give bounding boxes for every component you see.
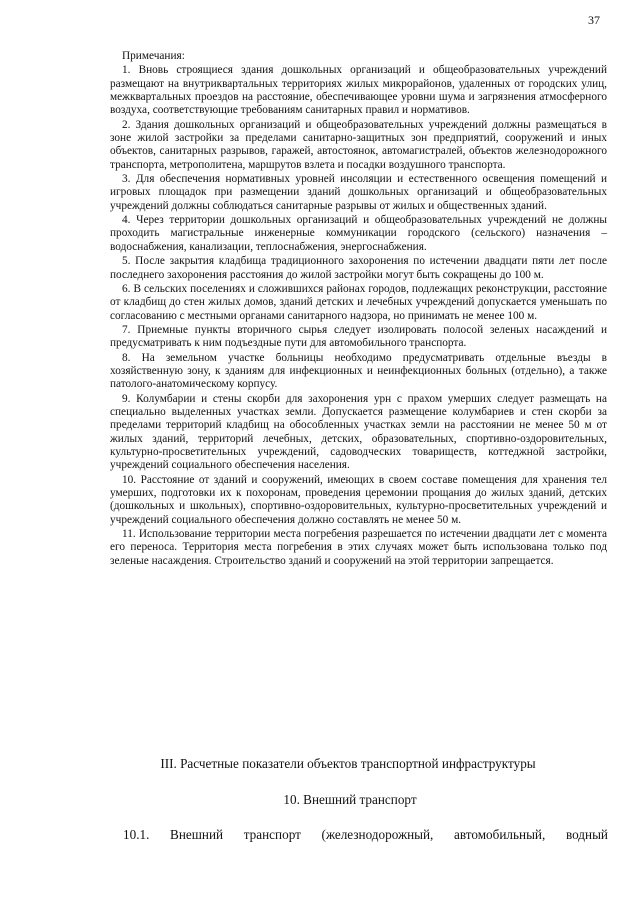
subsection-paragraph-start: 10.1. Внешний транспорт (железнодорожный, автомобильный, водный bbox=[123, 827, 608, 842]
note-paragraph: 11. Использование территории места погребения разрешается по истечении двадцати лет с момента его переноса. Территория места погребения в этих случаях может быть использована только под зеленые насаждения. Строительство зданий и сооружений на этой территории запрещается. bbox=[110, 528, 607, 567]
note-paragraph: 10. Расстояние от зданий и сооружений, имеющих в своем составе помещения для хранения тел умерших, подготовки их к похоронам, проведения церемонии прощания до жилых зданий, детских (дошкольных и школьных), спортивно-оздоровительных, культурно-просветительных учреждений и учреждений социального обеспечения должно составлять не менее 50 м. bbox=[110, 473, 607, 526]
note-paragraph: 6. В сельских поселениях и сложившихся районах городов, подлежащих реконструкции, расстояние от кладбищ до стен жилых домов, зданий детских и лечебных учреждений допускается уменьшать по согласованию с местными органами санитарного надзора, но принимать не менее 100 м. bbox=[110, 282, 607, 322]
note-paragraph: 9. Колумбарии и стены скорби для захоронения урн с прахом умерших следует размещать на специально выделенных участках земли. Допускается размещение колумбариев и стен скорби за пределами территорий кладбищ на обособленных участках земли на расстоянии не менее 50 м от жилых зданий, территорий лечебных, детских, образовательных, спортивно-оздоровительных, культурно-просветительных учреждений, садоводческих товариществ, коттеджной застройки, учреждений социального обеспечения населения. bbox=[110, 392, 607, 472]
note-paragraph: 3. Для обеспечения нормативных уровней инсоляции и естественного освещения помещений и игровых площадок при размещении зданий дошкольных организаций и общеобразовательных учреждений должны соблюдаться санитарные разрывы от жилых и общественных зданий. bbox=[110, 173, 607, 212]
note-paragraph: 1. Вновь строящиеся здания дошкольных организаций и общеобразовательных учреждений размещают на внутриквартальных территориях жилых микрорайонов, удаленных от городских улиц, межквартальных проездов на расстояние, обеспечивающее уровни шума и загрязнения атмосферного воздуха, соответствующие требованиям санитарных правил и нормативов. bbox=[110, 64, 607, 117]
note-paragraph: 2. Здания дошкольных организаций и общеобразовательных учреждений должны размещаться в зоне жилой застройки за пределами санитарно-защитных зон предприятий, сооружений и иных объектов, санитарных разрывов, гаражей, автостоянок, автомагистралей, объектов железнодорожного транспорта, метрополитена, маршрутов взлета и посадки воздушного транспорта. bbox=[110, 118, 607, 171]
notes-title: Примечания: bbox=[122, 50, 185, 62]
subsection-heading: 10. Внешний транспорт bbox=[283, 792, 417, 807]
note-paragraph: 8. На земельном участке больницы необходимо предусматривать отдельные въезды в хозяйственную зону, к зданиям для инфекционных и неинфекционных больных (отдельно), а также патолого-анатомическому корпусу. bbox=[110, 351, 607, 391]
note-paragraph: 4. Через территории дошкольных организаций и общеобразовательных учреждений не должны проходить магистральные инженерные коммуникации городского (сельского) назначения – водоснабжения, канализации, теплоснабжения, энергоснабжения. bbox=[110, 214, 607, 253]
page-number: 37 bbox=[588, 13, 600, 27]
section-heading: III. Расчетные показатели объектов транспортной инфраструктуры bbox=[160, 756, 536, 771]
note-paragraph: 5. После закрытия кладбища традиционного захоронения по истечении двадцати пяти лет после последнего захоронения расстояния до жилой застройки могут быть сокращены до 100 м. bbox=[110, 255, 607, 281]
notes-block bbox=[110, 50, 607, 569]
note-paragraph: 7. Приемные пункты вторичного сырья следует изолировать полосой зеленых насаждений и предусматривать к ним подъездные пути для автомобильного транспорта. bbox=[110, 323, 607, 350]
